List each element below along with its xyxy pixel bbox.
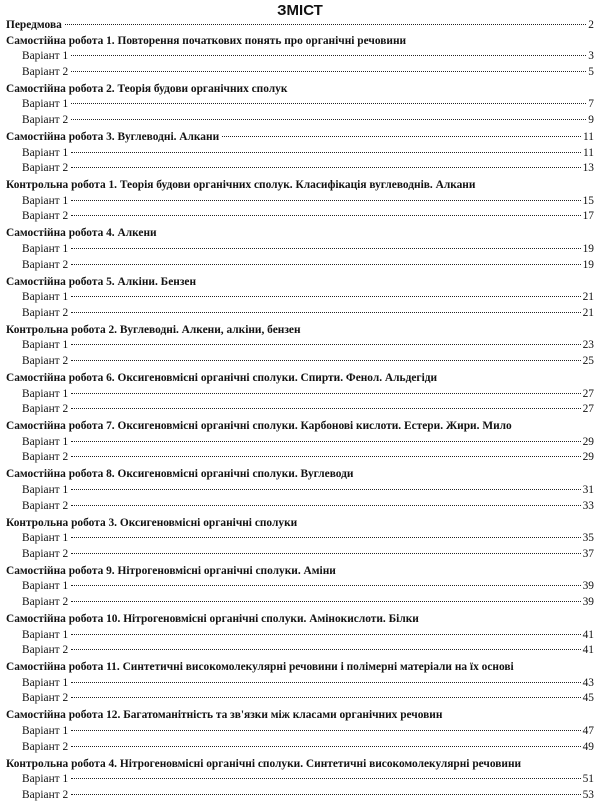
dot-leader [71, 167, 580, 168]
toc-variant-line [22, 291, 594, 305]
toc-section-title: Самостійна робота 2. Теорія будови органічних сполук [6, 82, 288, 95]
toc-variant-line [22, 725, 594, 739]
toc-variant-line [22, 210, 594, 224]
toc-section-line [6, 83, 594, 97]
dot-leader [71, 200, 580, 201]
dot-leader [71, 778, 580, 779]
toc-variant-label: Варіант 1 [22, 194, 69, 207]
toc-section-line [6, 420, 594, 434]
toc-section-line [6, 517, 594, 531]
toc-variant-line [22, 259, 594, 273]
toc-variant-line [22, 114, 594, 128]
toc-variant-label: Варіант 1 [22, 532, 69, 545]
page-number: 39 [582, 596, 594, 608]
dot-leader [71, 505, 580, 506]
toc-variant-line [22, 596, 594, 610]
page-title: ЗМІСТ [277, 2, 323, 19]
dot-leader [71, 682, 580, 683]
toc-variant-label: Варіант 1 [22, 146, 69, 159]
toc-section-line [6, 613, 594, 627]
toc-section-line [6, 179, 594, 193]
toc-variant-label: Варіант 2 [22, 499, 69, 512]
toc-section-title: Самостійна робота 10. Нітрогеновмісні органічні сполуки. Амінокислоти. Білки [6, 613, 419, 625]
toc-variant-label: Варіант 1 [22, 773, 69, 786]
toc-variant-line [22, 388, 594, 402]
dot-leader [71, 585, 580, 586]
page-number: 41 [582, 644, 594, 657]
dot-leader [71, 215, 580, 216]
toc-section-line [6, 227, 594, 241]
page-number: 33 [582, 499, 594, 512]
toc-section-line [6, 468, 594, 482]
toc-variant-line [22, 98, 594, 112]
page-number: 19 [582, 243, 594, 255]
toc-variant-line [22, 195, 594, 209]
toc-section-title: Самостійна робота 11. Синтетичні високомолекулярні речовини і полімерні матеріали на їх основі [6, 661, 514, 674]
toc-variant-label: Варіант 1 [22, 339, 69, 352]
toc-section-line [6, 324, 594, 338]
toc-section-line [6, 131, 594, 145]
toc-variant-label: Варіант 2 [22, 306, 69, 319]
toc-variant-line [22, 741, 594, 755]
page-number: 49 [582, 740, 594, 753]
dot-leader [222, 136, 581, 137]
toc-variant-label: Варіант 2 [22, 355, 69, 367]
dot-leader [71, 634, 580, 635]
dot-leader [71, 649, 580, 650]
toc-variant-line [22, 773, 594, 787]
page-number: 13 [582, 162, 594, 175]
toc-variant-label: Варіант 2 [22, 210, 69, 223]
toc-variant-label: Варіант 2 [22, 403, 69, 416]
dot-leader [71, 248, 580, 249]
toc-section-line [6, 276, 594, 290]
dot-leader [71, 746, 580, 747]
toc-variant-label: Варіант 1 [22, 676, 69, 689]
dot-leader [71, 553, 580, 554]
page-number: 11 [583, 146, 594, 159]
page-number: 47 [582, 725, 594, 737]
toc-variant-label: Варіант 2 [22, 65, 69, 78]
toc-variant-label: Варіант 2 [22, 258, 69, 271]
dot-leader [71, 71, 586, 72]
page-number: 35 [582, 532, 594, 545]
toc-variant-line [22, 548, 594, 562]
toc-variant-line [22, 403, 594, 417]
toc-section-title: Самостійна робота 9. Нітрогеновмісні органічні сполуки. Аміни [6, 564, 336, 577]
dot-leader [71, 393, 580, 394]
toc-section-title: Передмова [6, 19, 62, 31]
toc-variant-label: Варіант 1 [22, 484, 69, 496]
page-number: 29 [582, 435, 594, 448]
page-number: 19 [582, 258, 594, 271]
toc-variant-line [22, 789, 594, 803]
toc-variant-line [22, 66, 594, 80]
dot-leader [71, 697, 580, 698]
toc-variant-line [22, 339, 594, 353]
page-number: 9 [588, 114, 594, 126]
toc-variant-line [22, 532, 594, 546]
toc-variant-line [22, 451, 594, 465]
toc-section-title: Контрольна робота 4. Нітрогеновмісні органічні сполуки. Синтетичні високомолекулярні речовини [6, 757, 522, 770]
dot-leader [71, 408, 580, 409]
toc-variant-label: Варіант 1 [22, 725, 69, 737]
page-number: 3 [588, 50, 594, 63]
toc-section-line [6, 758, 594, 772]
dot-leader [71, 264, 580, 265]
page-number: 25 [582, 355, 594, 367]
dot-leader [65, 24, 587, 25]
page-number: 5 [588, 65, 594, 78]
toc-variant-line [22, 500, 594, 514]
toc-section-title: Контрольна робота 2. Вуглеводні. Алкени, алкіни, бензен [6, 323, 301, 336]
toc-variant-label: Варіант 2 [22, 740, 69, 753]
toc-section-title: Самостійна робота 5. Алкіни. Бензен [6, 275, 197, 288]
page-number: 23 [582, 339, 594, 352]
toc-variant-line [22, 50, 594, 64]
toc-variant-label: Варіант 2 [22, 644, 69, 657]
toc-section-line [6, 372, 594, 386]
page-number: 27 [582, 403, 594, 416]
toc-variant-label: Варіант 2 [22, 692, 69, 705]
dot-leader [71, 55, 586, 56]
toc-variant-label: Варіант 2 [22, 162, 69, 175]
dot-leader [71, 119, 586, 120]
page-number: 37 [582, 547, 594, 560]
page-number: 53 [582, 788, 594, 801]
toc-variant-label: Варіант 1 [22, 628, 69, 641]
page-number: 21 [582, 306, 594, 319]
dot-leader [71, 489, 580, 490]
toc-variant-label: Варіант 1 [22, 435, 69, 448]
toc-section-title: Контрольна робота 3. Оксигеновмісні органічні сполуки [6, 516, 298, 529]
toc-section-title: Самостійна робота 7. Оксигеновмісні органічні сполуки. Карбонові кислоти. Естери. Жири. Мило [6, 420, 512, 433]
toc-variant-line [22, 243, 594, 257]
toc-variant-label: Варіант 1 [22, 387, 69, 400]
toc-variant-line [22, 147, 594, 161]
toc-variant-line [22, 484, 594, 498]
dot-leader [71, 360, 580, 361]
toc-section-title: Самостійна робота 8. Оксигеновмісні органічні сполуки. Вуглеводи [6, 468, 354, 481]
toc-variant-label: Варіант 2 [22, 596, 69, 608]
toc-variant-line [22, 692, 594, 706]
toc-variant-label: Варіант 2 [22, 788, 69, 801]
toc-variant-line [22, 307, 594, 321]
toc-variant-label: Варіант 2 [22, 114, 69, 126]
page-number: 45 [582, 692, 594, 705]
dot-leader [71, 441, 580, 442]
toc-variant-label: Варіант 1 [22, 580, 69, 593]
dot-leader [71, 537, 580, 538]
toc-variant-label: Варіант 1 [22, 50, 69, 63]
page-number: 11 [583, 131, 594, 143]
toc-section-line [6, 19, 594, 33]
page-number: 43 [582, 676, 594, 689]
toc-section-title: Самостійна робота 1. Повторення початкових понять про органічні речовини [6, 34, 407, 47]
toc-section-line [6, 565, 594, 579]
toc-variant-label: Варіант 2 [22, 451, 69, 464]
toc-variant-line [22, 629, 594, 643]
page-number: 41 [582, 628, 594, 641]
toc-section-title: Самостійна робота 3. Вуглеводні. Алкани [6, 131, 220, 143]
page-number: 21 [582, 291, 594, 304]
toc-variant-label: Варіант 1 [22, 98, 69, 111]
toc-section-line [6, 709, 594, 723]
page-number: 7 [588, 98, 594, 111]
page-number: 15 [582, 194, 594, 207]
toc-section-line [6, 661, 594, 675]
toc-section-title: Самостійна робота 4. Алкени [6, 227, 157, 240]
toc-variant-line [22, 580, 594, 594]
dot-leader [71, 296, 580, 297]
dot-leader [71, 794, 580, 795]
toc-section-title: Самостійна робота 6. Оксигеновмісні органічні сполуки. Спирти. Фенол. Альдегіди [6, 372, 438, 384]
dot-leader [71, 601, 580, 602]
dot-leader [71, 730, 580, 731]
page-number: 39 [582, 580, 594, 593]
toc-variant-label: Варіант 1 [22, 243, 69, 255]
page-number: 51 [582, 773, 594, 786]
toc-section-title: Контрольна робота 1. Теорія будови органічних сполук. Класифікація вуглеводнів. Алкани [6, 179, 476, 192]
dot-leader [71, 456, 580, 457]
page-number: 2 [588, 19, 594, 31]
toc-section-line [6, 35, 594, 49]
dot-leader [71, 312, 580, 313]
toc-variant-label: Варіант 1 [22, 291, 69, 304]
page-number: 27 [582, 387, 594, 400]
toc-section-title: Самостійна робота 12. Багатоманітність та зв'язки між класами органічних речовин [6, 709, 443, 722]
toc-variant-line [22, 644, 594, 658]
dot-leader [71, 152, 581, 153]
page-number: 29 [582, 451, 594, 464]
toc-variant-label: Варіант 2 [22, 547, 69, 560]
toc-variant-line [22, 355, 594, 369]
page-number: 31 [582, 484, 594, 496]
dot-leader [71, 103, 586, 104]
toc-variant-line [22, 677, 594, 691]
dot-leader [71, 344, 580, 345]
page-number: 17 [582, 210, 594, 223]
toc-variant-line [22, 162, 594, 176]
toc-variant-line [22, 436, 594, 450]
